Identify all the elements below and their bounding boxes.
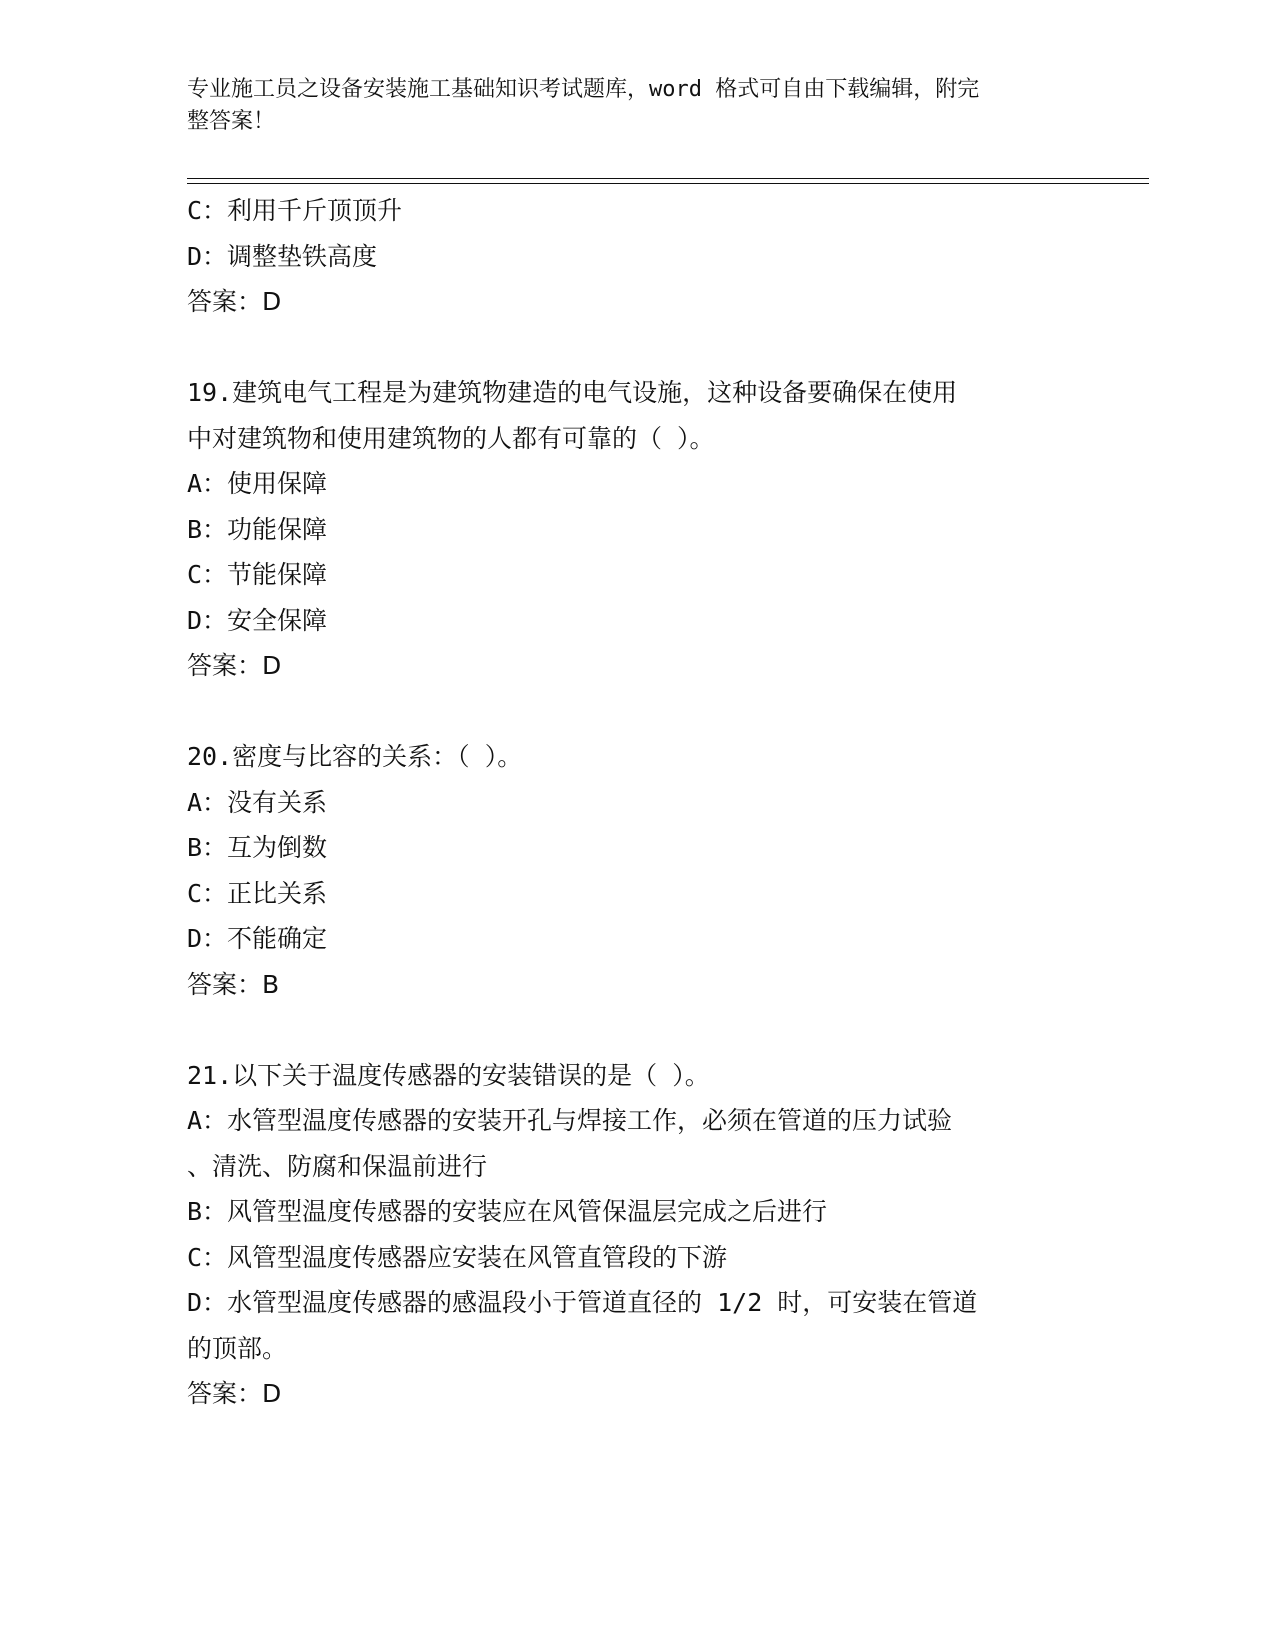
answer: 答案：D bbox=[187, 651, 282, 680]
option-a-continued: 、清洗、防腐和保温前进行 bbox=[187, 1151, 488, 1181]
page-header bbox=[187, 74, 1067, 138]
header-divider bbox=[187, 183, 1149, 184]
answer: 答案：B bbox=[187, 969, 280, 999]
option-c: C：正比关系 bbox=[187, 878, 328, 908]
option-d-continued: 的顶部。 bbox=[187, 1333, 288, 1363]
question-block bbox=[187, 734, 1067, 1007]
header-divider bbox=[187, 178, 1149, 179]
option-a: A：水管型温度传感器的安装开孔与焊接工作，必须在管道的压力试验 bbox=[187, 1106, 953, 1135]
question-list bbox=[187, 188, 1067, 1417]
option-a: A：没有关系 bbox=[187, 787, 328, 817]
option-c: C：风管型温度传感器应安装在风管直管段的下游 bbox=[187, 1242, 728, 1272]
option-d: D：调整垫铁高度 bbox=[187, 241, 378, 271]
question-block bbox=[187, 370, 1067, 689]
question-text: 中对建筑物和使用建筑物的人都有可靠的（ ）。 bbox=[187, 423, 715, 453]
header-line: 专业施工员之设备安装施工基础知识考试题库，word 格式可自由下载编辑，附完 bbox=[187, 77, 980, 102]
option-d: D：水管型温度传感器的感温段小于管道直径的 1/2 时，可安装在管道 bbox=[187, 1288, 978, 1317]
question-text: 21.以下关于温度传感器的安装错误的是（ ）。 bbox=[187, 1060, 710, 1090]
option-d: D：不能确定 bbox=[187, 924, 328, 953]
header-line: 整答案！ bbox=[187, 109, 276, 134]
question-block bbox=[187, 1053, 1067, 1417]
option-a: A：使用保障 bbox=[187, 469, 328, 498]
option-d: D：安全保障 bbox=[187, 605, 328, 635]
option-c: C：利用千斤顶顶升 bbox=[187, 196, 403, 225]
question-block bbox=[187, 188, 1067, 325]
question-text: 20.密度与比容的关系：（ ）。 bbox=[187, 742, 523, 771]
question-text: 19.建筑电气工程是为建筑物建造的电气设施，这种设备要确保在使用 bbox=[187, 378, 958, 407]
option-b: B：功能保障 bbox=[187, 514, 328, 544]
answer: 答案：D bbox=[187, 287, 282, 316]
option-b: B：风管型温度传感器的安装应在风管保温层完成之后进行 bbox=[187, 1197, 828, 1226]
option-c: C：节能保障 bbox=[187, 560, 328, 589]
option-b: B：互为倒数 bbox=[187, 833, 328, 862]
answer: 答案：D bbox=[187, 1379, 282, 1408]
